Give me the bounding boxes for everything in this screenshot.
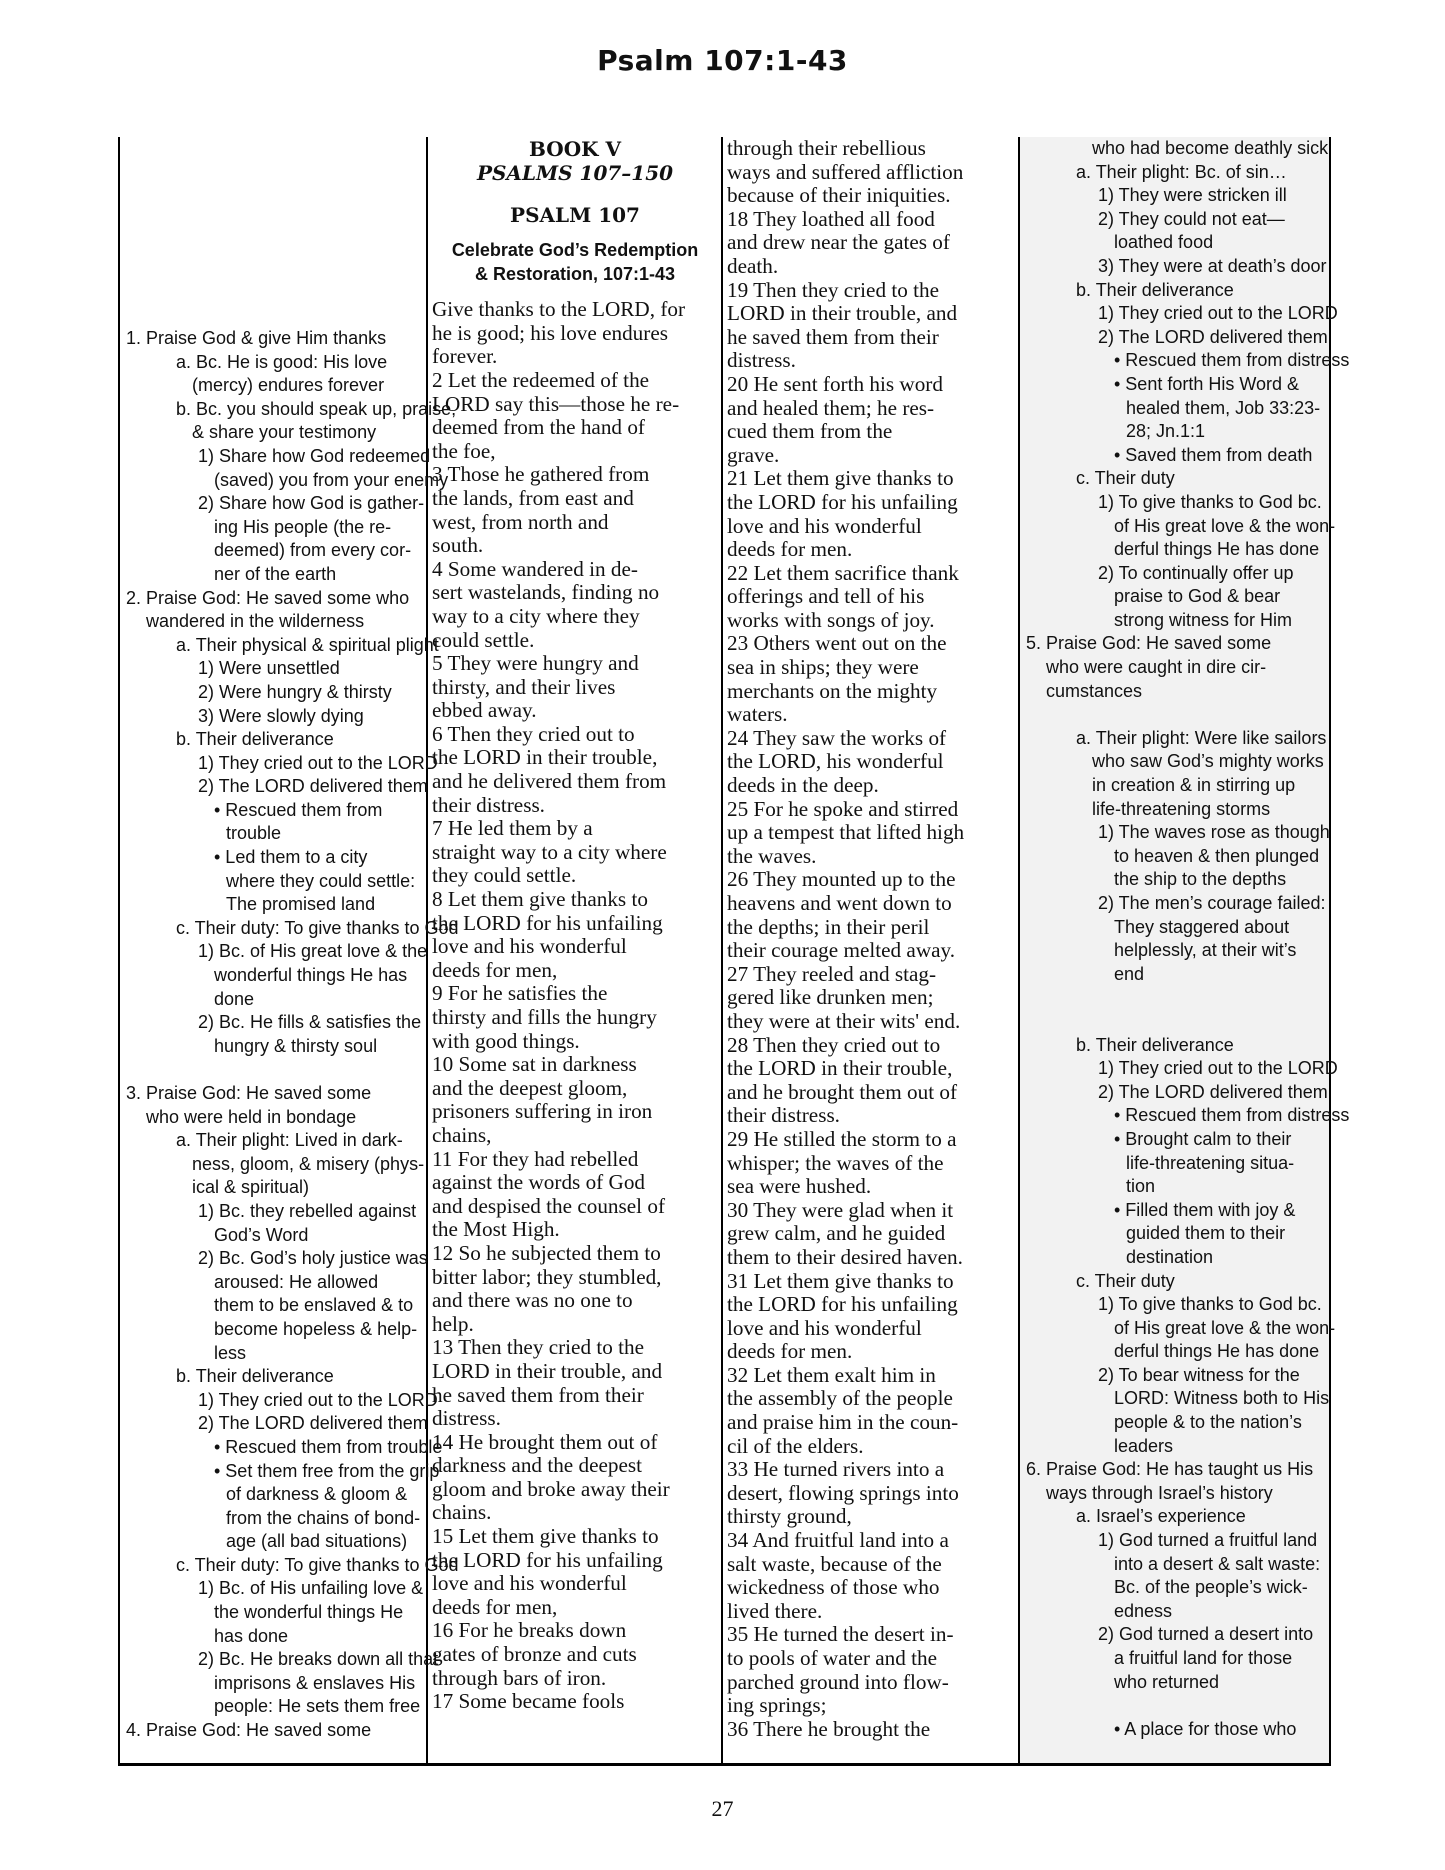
verse-line: and despised the counsel of [432, 1193, 666, 1218]
outline-line: loathed food [1114, 232, 1214, 253]
outline-line: the ship to the depths [1114, 869, 1287, 890]
verse-line: 36 There he brought the [727, 1716, 931, 1741]
outline-line: destination [1126, 1246, 1214, 1267]
outline-line: strong witness for Him [1114, 609, 1293, 630]
outline-line: 1) Bc. of His unfailing love & [198, 1578, 424, 1599]
verse-line: sea were hushed. [727, 1174, 872, 1199]
verse-line: death. [727, 253, 779, 278]
verse-line: 21 Let them give thanks to [727, 466, 954, 491]
verse-line: could settle. [432, 627, 535, 652]
verse-line: love and his wonderful [432, 934, 627, 959]
outline-line [1026, 1010, 1329, 1034]
outline-line: God’s Word [214, 1224, 309, 1245]
verse-line: the LORD for his unfailing [432, 910, 663, 935]
outline-line: LORD: Witness both to His [1114, 1388, 1330, 1409]
verse-line: sea in ships; they were [727, 655, 919, 680]
scripture-column-1 [428, 137, 723, 1763]
outline-line: (mercy) endures forever [192, 375, 385, 396]
outline-line: 2) The LORD delivered them [1098, 1081, 1328, 1102]
outline-line: 5. Praise God: He saved some [1026, 633, 1272, 654]
verse-line: he is good; his love endures [432, 320, 668, 345]
subtitle-line-2: & Restoration, 107:1-43 [474, 263, 676, 284]
outline-line: imprisons & enslaves His [214, 1672, 416, 1693]
outline-line: 3) They were at death’s door [1098, 255, 1327, 276]
outline-line: the wonderful things He [214, 1602, 404, 1623]
outline-line: where they could settle: [226, 870, 416, 891]
outline-line: life-threatening storms [1092, 798, 1271, 819]
verse-line: cil of the elders. [727, 1433, 864, 1458]
verse-line: whisper; the waves of the [727, 1150, 944, 1175]
outline-line: 2) Bc. He fills & satisfies the [198, 1012, 422, 1033]
psalms-range: PSALMS 107–150 [476, 161, 674, 185]
outline-line: 1) They cried out to the LORD [1098, 303, 1338, 324]
outline-line [1026, 703, 1329, 727]
verse-line: way to a city where they [432, 603, 640, 628]
verse-line: 3 Those he gathered from [432, 462, 650, 487]
outline-line: 1) Share how God redeemed [198, 445, 431, 466]
page-title: Psalm 107:1-43 [597, 44, 848, 77]
verse-line: and drew near the gates of [727, 230, 950, 255]
outline-line: praise to God & bear [1114, 586, 1281, 607]
verse-line: their courage melted away. [727, 938, 956, 963]
book-title: BOOK V [529, 137, 621, 161]
outline-line: done [214, 988, 255, 1009]
outline-line: age (all bad situations) [226, 1531, 408, 1552]
verse-line: thirsty ground, [727, 1504, 852, 1529]
verse-line: 33 He turned rivers into a [727, 1457, 945, 1482]
outline-line: 2) Bc. He breaks down all that [198, 1649, 439, 1670]
outline-line: 2) To bear witness for the [1098, 1364, 1300, 1385]
verse-line: 29 He stilled the storm to a [727, 1126, 957, 1151]
outline-line: • Rescued them from distress [1114, 1105, 1350, 1126]
outline-line: • Sent forth His Word & [1114, 373, 1300, 394]
verse-line: south. [432, 533, 484, 558]
verse-line: the foe, [432, 438, 496, 463]
outline-line: 2) The LORD delivered them [198, 1413, 428, 1434]
outline-line [1026, 986, 1329, 1010]
outline-line: in creation & in stirring up [1092, 775, 1296, 796]
outline-line: c. Their duty [1076, 1270, 1175, 1291]
outline-line: 2) Share how God is gather- [198, 493, 425, 514]
verse-line: and he delivered them from [432, 769, 667, 794]
outline-line: • Filled them with joy & [1114, 1199, 1296, 1220]
outline-line: derful things He has done [1114, 539, 1320, 560]
outline-line: • Rescued them from distress [1114, 350, 1350, 371]
subtitle-line-1: Celebrate God’s Redemption [451, 240, 699, 260]
outline-line: of darkness & gloom & [226, 1484, 408, 1505]
outline-line: 2) They could not eat— [1098, 208, 1285, 229]
outline-line: of His great love & the won- [1114, 515, 1336, 536]
outline-line: has done [214, 1625, 289, 1646]
verse-line: love and his wonderful [432, 1571, 627, 1596]
verse-line: LORD in their trouble, and [727, 301, 958, 326]
verse-line: deeds for men, [432, 957, 558, 982]
verse-line: 20 He sent forth his word [727, 371, 943, 396]
verse-line: works with songs of joy. [727, 607, 935, 632]
outline-line: c. Their duty: To give thanks to God [176, 917, 459, 938]
verse-line: because of their iniquities. [727, 183, 951, 208]
verse-line: gloom and broke away their [432, 1476, 670, 1501]
outline-line: wandered in the wilderness [146, 611, 365, 632]
verse-line: deeds for men, [432, 1594, 558, 1619]
psalm-title: PSALM 107 [510, 203, 640, 227]
verse-line: gates of bronze and cuts [432, 1642, 637, 1667]
verse-line: parched ground into flow- [727, 1669, 949, 1694]
outline-line: to heaven & then plunged [1114, 845, 1320, 866]
outline-line: leaders [1114, 1435, 1174, 1456]
verse-line: wickedness of those who [727, 1575, 940, 1600]
outline-line: tion [1126, 1176, 1156, 1197]
verse-line: 14 He brought them out of [432, 1429, 658, 1454]
outline-line: 2) To continually offer up [1098, 562, 1294, 583]
verse-line: 17 Some became fools [432, 1689, 625, 1714]
verse-line: heavens and went down to [727, 891, 952, 915]
outline-column-right [1020, 137, 1350, 1763]
verse-line: love and his wonderful [727, 1315, 922, 1340]
verse-line: to pools of water and the [727, 1646, 938, 1670]
outline-line: b. Their deliverance [1076, 279, 1234, 300]
outline-line: a. Their plight: Bc. of sin… [1076, 161, 1287, 182]
outline-line: b. Bc. you should speak up, praise, [176, 398, 457, 419]
outline-line: who returned [1114, 1671, 1220, 1692]
verse-line: deeds in the deep. [727, 773, 879, 798]
outline-line: 2) The men’s courage failed: [1098, 893, 1326, 913]
verse-line: bitter labor; they stumbled, [432, 1264, 662, 1289]
verse-line: 12 So he subjected them to [432, 1240, 661, 1265]
outline-line: 2) The LORD delivered them [1098, 326, 1328, 347]
outline-line: • Saved them from death [1114, 444, 1313, 465]
verse-line: they could settle. [432, 863, 577, 888]
outline-line: 2) God turned a desert into [1098, 1624, 1314, 1645]
verse-line: the LORD in their trouble, [727, 1056, 953, 1081]
outline-line: 3) Were slowly dying [198, 705, 364, 726]
verse-line: the LORD, his wonderful [727, 749, 944, 774]
verse-line: 5 They were hungry and [432, 651, 639, 676]
verse-line: the LORD in their trouble, [432, 745, 658, 770]
outline-line: people & to the nation’s [1114, 1412, 1302, 1433]
outline-line: The promised land [226, 894, 376, 915]
outline-line: a. Israel’s experience [1076, 1506, 1246, 1527]
outline-line: 1) To give thanks to God bc. [1098, 491, 1322, 512]
verse-line: desert, flowing springs into [727, 1480, 959, 1505]
verse-line: thirsty, and their lives [432, 674, 616, 699]
outline-line: 3. Praise God: He saved some [126, 1083, 372, 1103]
verse-line: 10 Some sat in darkness [432, 1052, 637, 1077]
verse-line: the lands, from east and [432, 485, 634, 510]
outline-line: 1) Bc. of His great love & the [198, 941, 428, 962]
verse-line: chains. [432, 1500, 492, 1525]
verse-line: ebbed away. [432, 698, 537, 723]
outline-line: 4. Praise God: He saved some [126, 1720, 372, 1741]
verse-line: 26 They mounted up to the [727, 867, 956, 892]
verse-line: 22 Let them sacrifice thank [727, 560, 959, 585]
verse-line: deemed from the hand of [432, 415, 645, 440]
verse-line: the waves. [727, 843, 817, 868]
outline-line: 1) Bc. they rebelled against [198, 1200, 417, 1221]
verse-line: salt waste, because of the [727, 1551, 942, 1576]
outline-line: ical & spiritual) [192, 1177, 310, 1198]
outline-line: derful things He has done [1114, 1341, 1320, 1362]
outline-line: • Brought calm to their [1114, 1128, 1292, 1149]
verse-line: he saved them from their [727, 324, 939, 349]
outline-line: ing His people (the re- [214, 516, 392, 537]
verse-line: up a tempest that lifted high [727, 820, 965, 845]
verse-line: gered like drunken men; [727, 985, 934, 1010]
verse-line: love and his wonderful [727, 513, 922, 538]
scripture-text-2 [727, 137, 1015, 1741]
scripture-text-1 [432, 298, 718, 1714]
outline-line: a. Their plight: Were like sailors [1076, 727, 1327, 748]
verse-line: ways and suffered affliction [727, 159, 964, 184]
verse-line: waters. [727, 702, 788, 727]
verse-line: grew calm, and he guided [727, 1221, 946, 1246]
verse-line: prisoners suffering in iron [432, 1099, 653, 1124]
verse-line: 15 Let them give thanks to [432, 1524, 659, 1549]
verse-line: 23 Others went out on the [727, 631, 947, 656]
outline-line: 1) They cried out to the LORD [1098, 1058, 1338, 1079]
verse-line: 31 Let them give thanks to [727, 1268, 954, 1293]
outline-line: people: He sets them free [214, 1696, 421, 1717]
verse-line: through their rebellious [727, 136, 926, 160]
outline-line: them to be enslaved & to [214, 1295, 414, 1316]
verse-line: 6 Then they cried out to [432, 721, 635, 746]
outline-line: who were held in bondage [146, 1106, 357, 1127]
outline-line: 2) Bc. God’s holy justice was [198, 1248, 428, 1269]
outline-line: ways through Israel’s history [1046, 1482, 1273, 1503]
outline-line: deemed) from every cor- [214, 540, 412, 561]
verse-line: 35 He turned the desert in- [727, 1622, 954, 1647]
outline-line: 2) The LORD delivered them [198, 776, 428, 797]
verse-line: and he brought them out of [727, 1079, 958, 1104]
verse-line: their distress. [727, 1103, 840, 1128]
verse-line: 32 Let them exalt him in [727, 1362, 936, 1387]
verse-line: 30 They were glad when it [727, 1197, 954, 1222]
verse-line: lived there. [727, 1598, 823, 1623]
verse-line: sert wastelands, finding no [432, 580, 660, 605]
verse-line: 11 For they had rebelled [432, 1146, 639, 1171]
verse-line: merchants on the mighty [727, 678, 938, 703]
outline-line: helplessly, at their wit’s [1114, 940, 1297, 961]
verse-line: and healed them; he res- [727, 395, 935, 420]
verse-line: and the deepest gloom, [432, 1075, 628, 1100]
outline-line: who were caught in dire cir- [1046, 657, 1267, 678]
outline-line: from the chains of bond- [226, 1507, 421, 1528]
verse-line: 7 He led them by a [432, 816, 593, 841]
outline-line: • Rescued them from trouble [214, 1436, 443, 1457]
outline-line: 2) Were hungry & thirsty [198, 681, 392, 702]
verse-line: 4 Some wandered in de- [432, 556, 638, 581]
outline-line: Bc. of the people’s wick- [1114, 1577, 1308, 1598]
verse-line: deeds for men. [727, 1339, 853, 1364]
outline-line: guided them to their [1126, 1223, 1286, 1244]
verse-line: 19 Then they cried to the [727, 277, 940, 302]
outline-line: into a desert & salt waste: [1114, 1553, 1321, 1574]
verse-line: straight way to a city where [432, 839, 667, 864]
outline-line: 1) They were stricken ill [1098, 185, 1287, 206]
verse-line: 25 For he spoke and stirred [727, 796, 959, 821]
verse-line: and praise him in the coun- [727, 1410, 959, 1435]
verse-line: them to their desired haven. [727, 1244, 963, 1269]
outline-line: a. Their physical & spiritual plight [176, 634, 439, 655]
outline-line: c. Their duty [1076, 468, 1175, 489]
outline-line [1026, 1694, 1329, 1718]
outline-line: (saved) you from your enemy [214, 469, 449, 490]
verse-line: the Most High. [432, 1217, 560, 1242]
verse-line: 2 Let the redeemed of the [432, 367, 650, 392]
outline-line: 1) The waves rose as though [1098, 822, 1330, 843]
verse-line: the LORD for his unfailing [727, 1292, 958, 1317]
outline-line: & share your testimony [192, 422, 377, 443]
outline-line: end [1114, 963, 1145, 984]
verse-line: thirsty and fills the hungry [432, 1005, 657, 1029]
verse-line: west, from north and [432, 509, 609, 534]
outline-line: ner of the earth [214, 563, 337, 584]
verse-line: 13 Then they cried to the [432, 1335, 645, 1360]
verse-line: and there was no one to [432, 1288, 633, 1313]
verse-line: 18 They loathed all food [727, 206, 935, 231]
outline-line: 1) God turned a fruitful land [1098, 1530, 1318, 1551]
verse-line: deeds for men. [727, 537, 853, 562]
verse-line: darkness and the deepest [432, 1453, 643, 1478]
verse-line: through bars of iron. [432, 1665, 607, 1690]
verse-line: they were at their wits' end. [727, 1008, 961, 1033]
verse-line: LORD in their trouble, and [432, 1358, 663, 1383]
outline-line: • Led them to a city [214, 847, 368, 868]
outline-line: trouble [226, 823, 282, 844]
outline-line: • A place for those who [1114, 1718, 1297, 1739]
verse-line: 16 For he breaks down [432, 1618, 627, 1643]
verse-line: the depths; in their peril [727, 914, 930, 939]
outline-line: wonderful things He has [214, 965, 408, 986]
verse-line: LORD say this—those he re- [432, 391, 680, 416]
verse-line: forever. [432, 344, 498, 369]
verse-line: he saved them from their [432, 1382, 644, 1407]
verse-line: offerings and tell of his [727, 584, 925, 609]
outline-line: a. Their plight: Lived in dark- [176, 1130, 403, 1151]
outline-line: cumstances [1046, 680, 1143, 701]
outline-line: b. Their deliverance [176, 1366, 334, 1387]
outline-line: aroused: He allowed [214, 1271, 379, 1292]
outline-line: c. Their duty: To give thanks to God [176, 1554, 459, 1575]
outline-line: a fruitful land for those [1114, 1648, 1293, 1668]
outline-line: life-threatening situa- [1126, 1152, 1295, 1173]
outline-line: b. Their deliverance [176, 729, 334, 750]
outline-line: • Set them free from the grip [214, 1460, 440, 1481]
scripture-column-2 [723, 137, 1020, 1763]
outline-line [126, 1058, 426, 1082]
outline-line: 28; Jn.1:1 [1126, 421, 1206, 442]
verse-line: the assembly of the people [727, 1386, 953, 1411]
outline-line: healed them, Job 33:23- [1126, 397, 1321, 418]
verse-line: 27 They reeled and stag- [727, 961, 937, 986]
outline-line: less [214, 1342, 247, 1363]
outline-line: a. Bc. He is good: His love [176, 351, 388, 372]
verse-line: help. [432, 1311, 474, 1336]
outline-line: who had become deathly sick [1092, 138, 1329, 158]
outline-line: 1) Were unsettled [198, 658, 340, 679]
outline-line: of His great love & the won- [1114, 1317, 1336, 1338]
verse-line: 8 Let them give thanks to [432, 887, 648, 912]
book-header [432, 137, 718, 286]
commentary-table [118, 136, 1350, 1766]
verse-line: chains, [432, 1122, 492, 1147]
outline-line: ness, gloom, & misery (phys- [192, 1153, 425, 1174]
verse-line: the LORD for his unfailing [432, 1547, 663, 1572]
outline-line: 2. Praise God: He saved some who [126, 587, 410, 608]
outline-line: 1) They cried out to the LORD [198, 752, 438, 773]
outline-line: 6. Praise God: He has taught us His [1026, 1459, 1314, 1480]
verse-line: grave. [727, 442, 780, 467]
outline-line: hungry & thirsty soul [214, 1035, 378, 1056]
outline-line: who saw God’s mighty works [1092, 751, 1324, 772]
outline-line: edness [1114, 1600, 1173, 1621]
verse-line: ing springs; [727, 1693, 827, 1718]
outline-line: • Rescued them from [214, 799, 383, 820]
outline-line: 1. Praise God & give Him thanks [126, 328, 387, 348]
verse-line: cued them from the [727, 419, 893, 444]
outline-line: become hopeless & help- [214, 1318, 418, 1339]
outline-line: They staggered about [1114, 916, 1290, 937]
verse-line: 24 They saw the works of [727, 725, 947, 750]
outline-line: 1) They cried out to the LORD [198, 1389, 438, 1410]
verse-line: 9 For he satisfies the [432, 981, 608, 1006]
verse-line: Give thanks to the LORD, for [432, 297, 686, 322]
outline-line: b. Their deliverance [1076, 1034, 1234, 1055]
verse-line: the LORD for his unfailing [727, 489, 958, 514]
verse-line: against the words of God [432, 1170, 646, 1195]
verse-line: 28 Then they cried out to [727, 1032, 941, 1057]
section-subtitle [432, 239, 718, 286]
outline-line: 1) To give thanks to God bc. [1098, 1294, 1322, 1315]
verse-line: distress. [727, 348, 796, 373]
verse-line: with good things. [432, 1028, 580, 1053]
page-number: 27 [711, 1796, 734, 1821]
verse-line: distress. [432, 1406, 501, 1431]
verse-line: their distress. [432, 792, 545, 817]
verse-line: 34 And fruitful land into a [727, 1528, 949, 1553]
